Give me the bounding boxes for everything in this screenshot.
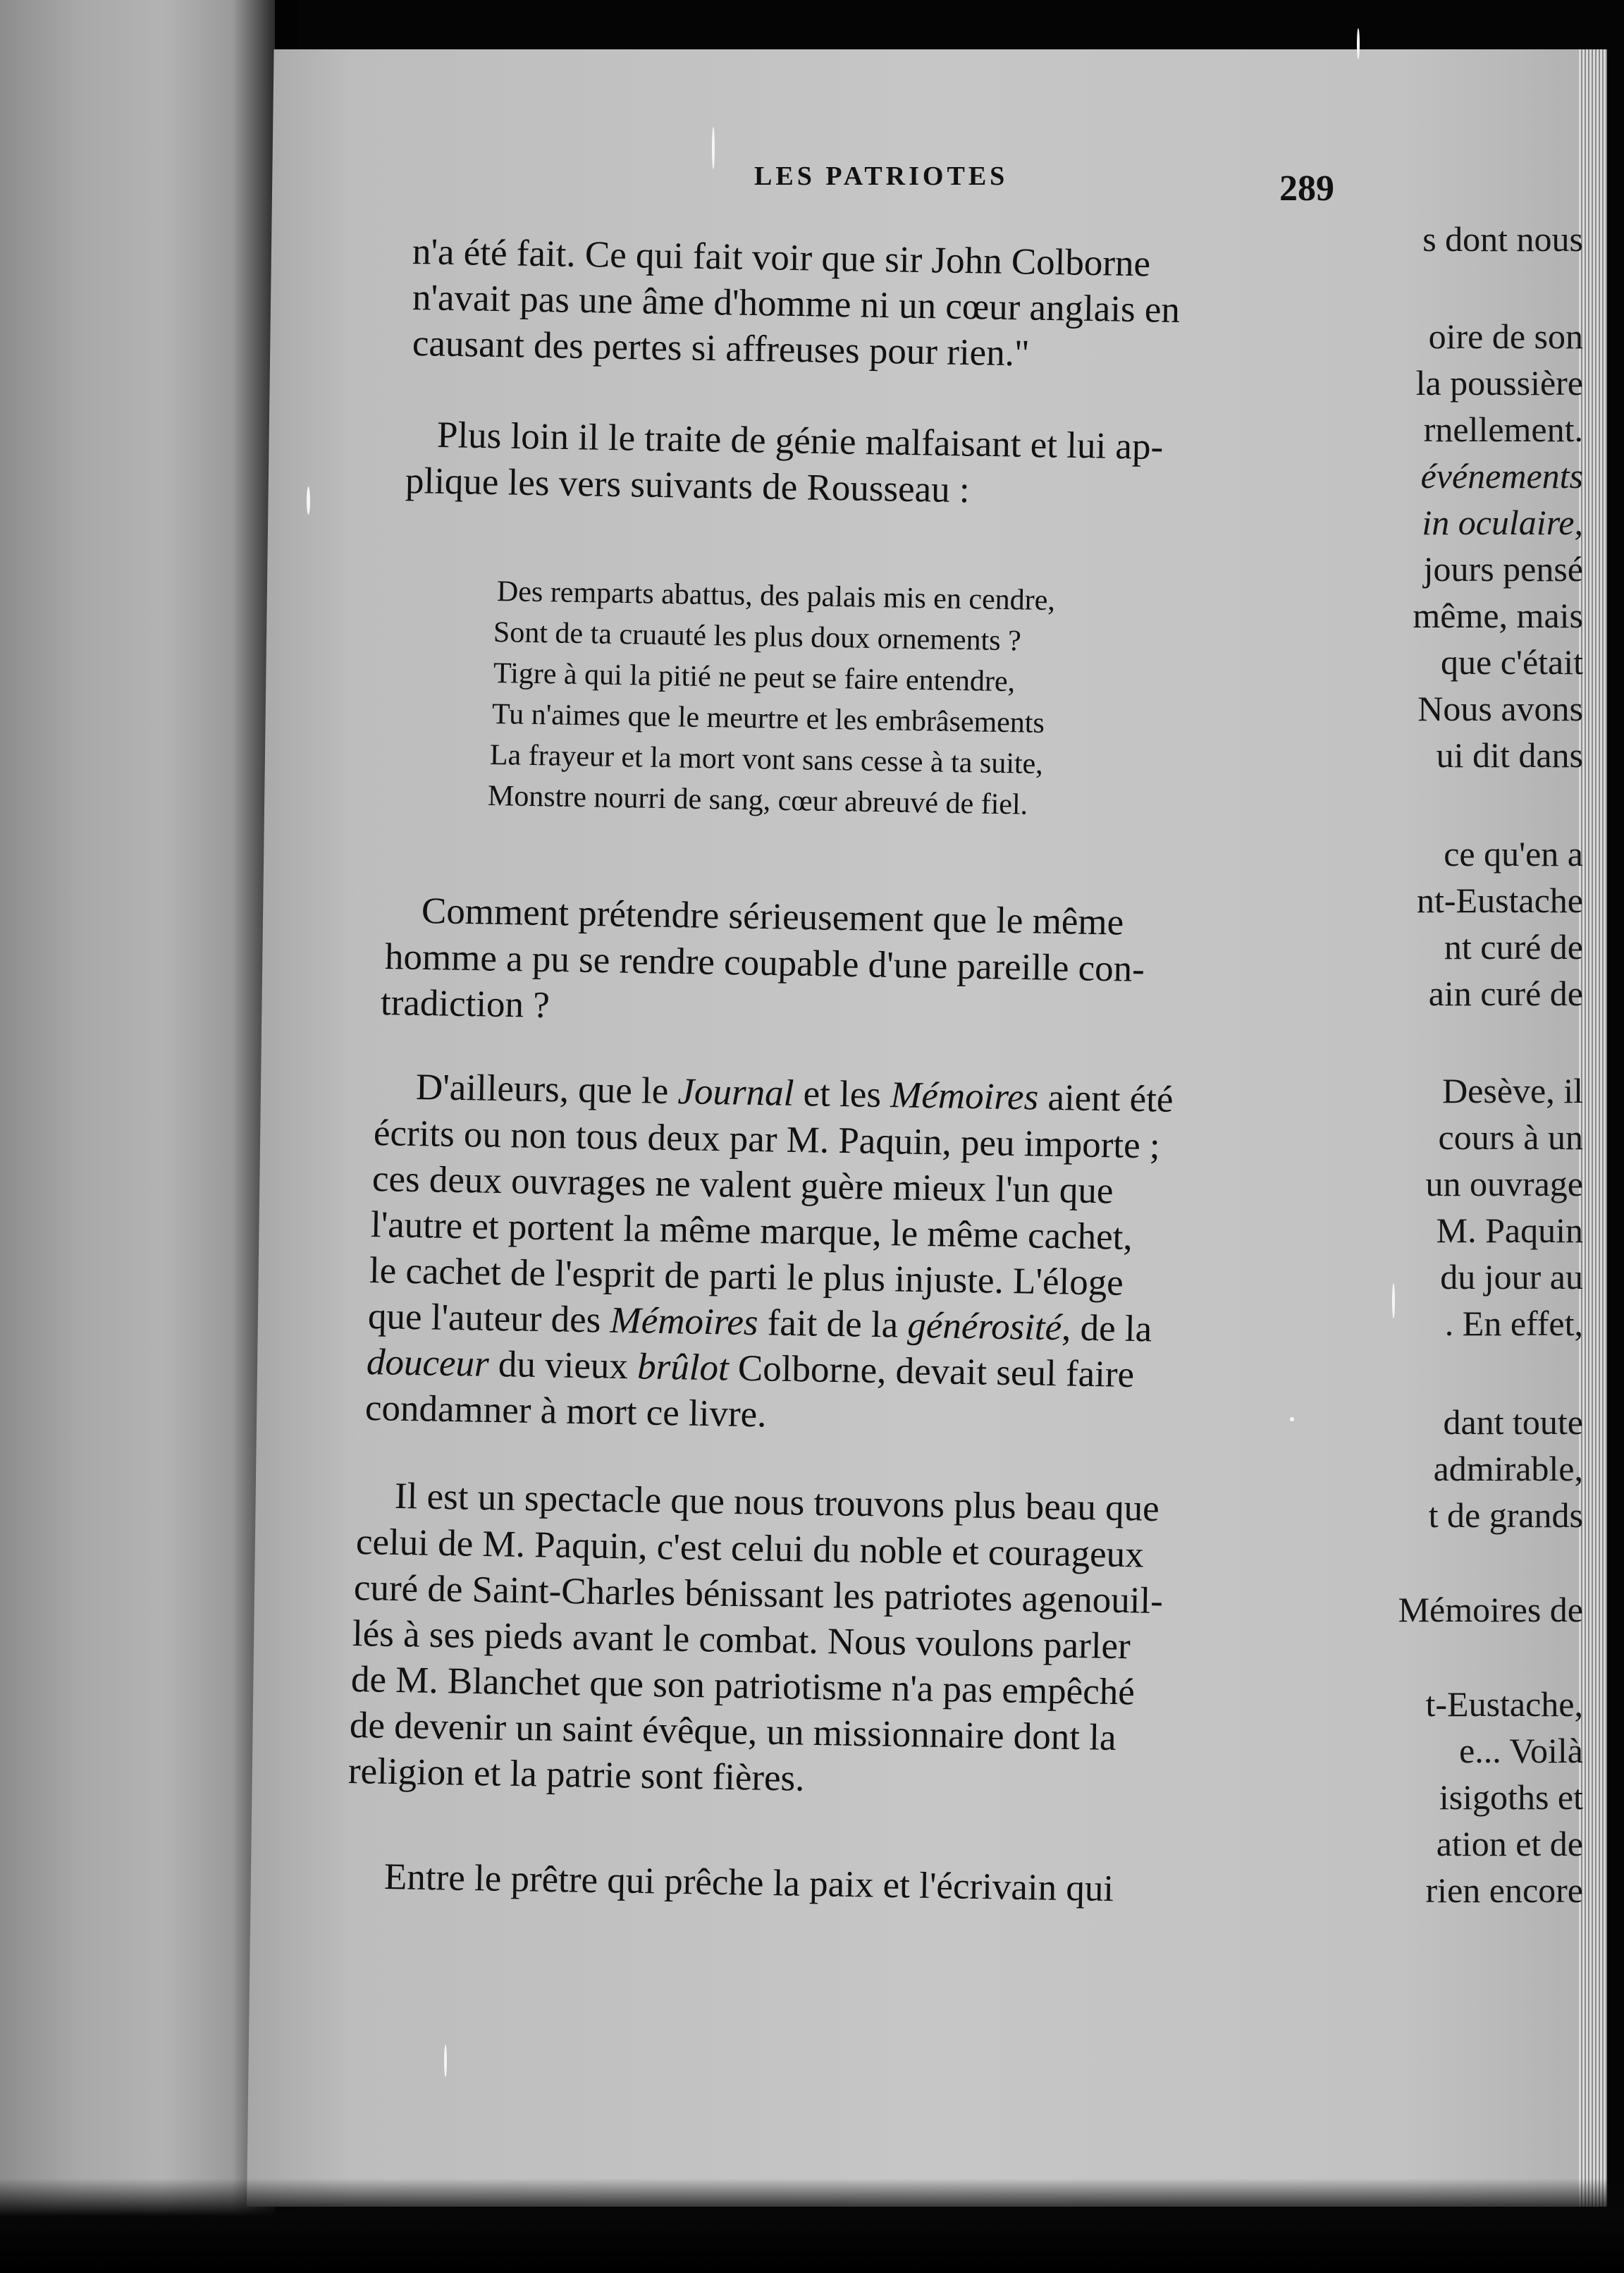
page-edges — [1579, 49, 1607, 2207]
left-page-line: la poussière — [1415, 363, 1583, 403]
left-page-line: ain curé de — [1428, 974, 1583, 1013]
text-run: l'autre et portent la même marque, le même cachet, — [370, 1204, 1133, 1258]
text-run: Monstre nourri de sang, cœur abreuvé de fiel. — [487, 780, 1028, 821]
left-page-line: nt curé de — [1444, 927, 1583, 967]
text-run: Plus loin il le traite de génie malfaisant et lui ap- — [436, 415, 1164, 468]
italic-text: Mémoires — [610, 1299, 759, 1344]
text-run: tradiction ? — [380, 982, 550, 1026]
left-page-line: rien encore — [1425, 1870, 1583, 1910]
italic-text: douceur — [366, 1342, 490, 1385]
text-run: Colborne, devait seul faire — [728, 1347, 1135, 1396]
dust-speck — [307, 486, 310, 515]
left-page-line: un ouvrage — [1425, 1164, 1583, 1203]
text-run: n'a été fait. Ce qui fait voir que sir John Colborne — [412, 231, 1151, 285]
left-page-line: t-Eustache, — [1425, 1684, 1583, 1724]
left-page-line: que c'était — [1441, 642, 1583, 682]
page-number: 289 — [1279, 169, 1334, 209]
dust-speck — [1392, 1283, 1395, 1318]
italic-text: brûlot — [636, 1346, 730, 1389]
left-page-line: rnellement. — [1423, 410, 1583, 449]
text-run: religion et la patrie sont fières. — [347, 1751, 805, 1799]
text-run: de devenir un saint évêque, un missionnaire dont la — [349, 1705, 1117, 1759]
text-run: que l'auteur des — [367, 1296, 611, 1341]
left-page-line: du jour au — [1440, 1257, 1583, 1297]
left-page-line: oire de son — [1428, 317, 1583, 356]
text-run: Entre le prêtre qui prêche la paix et l'écrivain qui — [383, 1856, 1114, 1910]
left-page-line: ce qu'en a — [1444, 834, 1583, 874]
left-page-line: e... Voilà — [1459, 1731, 1583, 1770]
left-page-line: Desève, il — [1442, 1071, 1583, 1110]
left-page — [0, 0, 233, 2273]
body-text-line — [364, 1385, 766, 1437]
left-page-line: M. Paquin — [1436, 1211, 1583, 1250]
text-run: Des remparts abattus, des palais mis en cendre, — [496, 575, 1056, 618]
text-run: La frayeur et la mort vont sans cesse à ta suite, — [489, 739, 1044, 781]
bottom-shadow — [0, 2179, 1624, 2273]
text-run: de M. Blanchet que son patriotisme n'a pas empêché — [350, 1659, 1136, 1713]
left-page-line: ation et de — [1436, 1824, 1583, 1863]
dust-speck — [1357, 28, 1360, 59]
left-page-line: événements — [1420, 456, 1583, 496]
text-run: homme a pu se rendre coupable d'une pareille con- — [384, 936, 1145, 990]
text-run: D'ailleurs, que le — [415, 1067, 679, 1113]
text-run: Sont de ta cruauté les plus doux ornements ? — [493, 616, 1022, 658]
body-text-line — [347, 1748, 805, 1801]
text-run: Comment prétendre sérieusement que le même — [421, 890, 1124, 943]
dust-speck — [712, 127, 715, 169]
left-page-line: s dont nous — [1422, 219, 1583, 259]
text-run: causant des pertes si affreuses pour rien." — [412, 323, 1031, 374]
italic-text: Mémoires — [890, 1074, 1039, 1118]
left-page-line: même, mais — [1413, 596, 1583, 635]
left-page-line: t de grands — [1428, 1495, 1583, 1535]
left-page-line: ui dit dans — [1436, 735, 1583, 775]
left-page-line: nt-Eustache — [1416, 881, 1583, 920]
running-title: LES PATRIOTES — [754, 161, 1009, 191]
text-run: fait de la — [758, 1302, 908, 1346]
text-run: curé de Saint-Charles bénissant les patriotes agenouil- — [353, 1567, 1164, 1622]
text-run: celui de M. Paquin, c'est celui du noble et courageux — [355, 1521, 1145, 1576]
left-page-line: Mémoires de — [1398, 1590, 1583, 1629]
text-run: plique les vers suivants de Rousseau : — [405, 460, 971, 511]
italic-text: générosité — [906, 1304, 1062, 1349]
dust-speck — [444, 2045, 447, 2077]
text-run: le cachet de l'esprit de parti le plus injuste. L'éloge — [369, 1250, 1124, 1304]
left-page-line: . En effet, — [1444, 1304, 1583, 1343]
text-run: aient été — [1038, 1077, 1174, 1120]
left-page-line: cours à un — [1438, 1117, 1583, 1157]
body-text-line — [405, 458, 970, 513]
dust-speck — [1290, 1417, 1294, 1421]
left-page-line: dant toute — [1443, 1402, 1583, 1442]
left-page-line: admirable, — [1433, 1449, 1583, 1488]
text-run: lés à ses pieds avant le combat. Nous voulons parler — [352, 1613, 1131, 1667]
text-run: Tu n'aimes que le meurtre et les embrâsements — [491, 698, 1045, 740]
body-text-line — [380, 980, 550, 1028]
text-run: Il est un spectacle que nous trouvons plus beau que — [394, 1476, 1160, 1529]
text-run: condamner à mort ce livre. — [364, 1387, 767, 1435]
text-run: ces deux ouvrages ne valent guère mieux l'un que — [371, 1158, 1114, 1212]
text-run: du vieux — [488, 1343, 638, 1387]
text-run: Tigre à qui la pitié ne peut se faire entendre, — [493, 657, 1016, 699]
text-run: n'avait pas une âme d'homme ni un cœur anglais en — [412, 277, 1181, 331]
left-page-line: jours pensé — [1423, 549, 1583, 589]
left-page-line: isigoths et — [1439, 1777, 1583, 1817]
left-page-line: in oculaire, — [1422, 503, 1583, 542]
text-run: et les — [793, 1072, 891, 1116]
italic-text: Journal — [677, 1071, 794, 1114]
left-page-line: Nous avons — [1417, 689, 1583, 728]
text-run: écrits ou non tous deux par M. Paquin, peu importe ; — [373, 1113, 1161, 1167]
text-run: , de la — [1061, 1307, 1152, 1350]
